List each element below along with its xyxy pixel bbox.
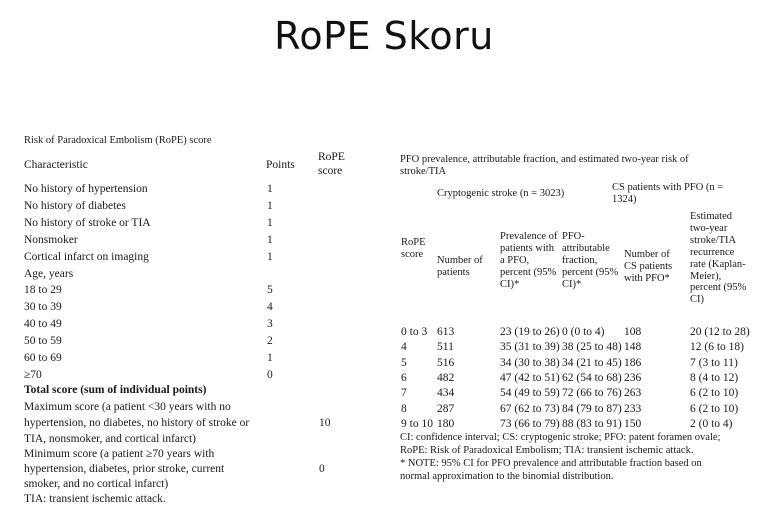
header-attributable-fraction-line: percent (95% bbox=[562, 267, 619, 278]
cell-prevalence: 73 (66 to 79) bbox=[500, 418, 560, 430]
note-line: CI: confidence interval; CS: cryptogenic stroke; PFO: patent foramen ovale; bbox=[400, 432, 721, 443]
characteristic-label: Age, years bbox=[24, 268, 74, 280]
points-value: 1 bbox=[267, 217, 273, 229]
points-value: 2 bbox=[267, 335, 273, 347]
cell-rope-score: 7 bbox=[401, 387, 407, 399]
header-rope-score: RoPE score bbox=[318, 151, 345, 177]
characteristic-label: 18 to 29 bbox=[24, 284, 62, 296]
table-caption: Risk of Paradoxical Embolism (RoPE) score bbox=[24, 135, 212, 146]
header-cs-with-pfo-line: Number of bbox=[624, 249, 670, 260]
characteristic-label: No history of hypertension bbox=[24, 183, 148, 195]
header-attributable-fraction-line: CI)* bbox=[562, 279, 582, 290]
header-recurrence-rate-line: rate (Kaplan- bbox=[690, 259, 746, 270]
cell-cs-with-pfo: 108 bbox=[624, 326, 642, 338]
cell-rope-score: 9 to 10 bbox=[401, 418, 433, 430]
slide-title: RoPE Skoru bbox=[274, 14, 494, 58]
characteristic-label: ≥70 bbox=[24, 369, 42, 381]
points-value: 0 bbox=[267, 369, 273, 381]
min-score-value: 0 bbox=[319, 463, 325, 475]
points-value: 1 bbox=[267, 352, 273, 364]
header-number-patients-line: patients bbox=[437, 267, 470, 278]
characteristic-label: 30 to 39 bbox=[24, 301, 62, 313]
right-caption-line2: stroke/TIA bbox=[400, 166, 447, 177]
cell-rope-score: 8 bbox=[401, 403, 407, 415]
cell-attributable-fraction: 34 (21 to 45) bbox=[562, 357, 622, 369]
points-value: 1 bbox=[267, 234, 273, 246]
group-cs-pfo-line1: CS patients with PFO (n = bbox=[612, 182, 724, 193]
left-footnote: TIA: transient ischemic attack. bbox=[24, 493, 166, 505]
header-prevalence-line: patients with bbox=[500, 243, 554, 254]
header-attributable-fraction-line: fraction, bbox=[562, 255, 598, 266]
cell-recurrence-rate: 7 (3 to 11) bbox=[690, 357, 738, 369]
header-recurrence-rate-line: CI) bbox=[690, 294, 704, 305]
cell-recurrence-rate: 8 (4 to 12) bbox=[690, 372, 739, 384]
cell-cs-with-pfo: 148 bbox=[624, 341, 642, 353]
right-caption-line1: PFO prevalence, attributable fraction, and estimated two-year risk of bbox=[400, 154, 689, 165]
characteristic-label: Cortical infarct on imaging bbox=[24, 251, 149, 263]
cell-recurrence-rate: 6 (2 to 10) bbox=[690, 403, 739, 415]
points-value: 5 bbox=[267, 284, 273, 296]
characteristic-label: 40 to 49 bbox=[24, 318, 62, 330]
characteristic-label: 60 to 69 bbox=[24, 352, 62, 364]
cell-attributable-fraction: 72 (66 to 76) bbox=[562, 387, 622, 399]
cell-number-patients: 511 bbox=[437, 341, 454, 353]
cell-rope-score: 5 bbox=[401, 357, 407, 369]
cell-rope-score: 4 bbox=[401, 341, 407, 353]
header-characteristic: Characteristic bbox=[24, 159, 88, 171]
header-points: Points bbox=[266, 159, 295, 171]
points-value: 1 bbox=[267, 200, 273, 212]
cell-cs-with-pfo: 186 bbox=[624, 357, 642, 369]
cell-prevalence: 34 (30 to 38) bbox=[500, 357, 560, 369]
header-number-patients-line: Number of bbox=[437, 255, 483, 266]
note-line: RoPE: Risk of Paradoxical Embolism; TIA: transient ischemic attack. bbox=[400, 445, 694, 456]
points-value: 1 bbox=[267, 251, 273, 263]
characteristic-label: No history of stroke or TIA bbox=[24, 217, 151, 229]
header-recurrence-rate-line: recurrence bbox=[690, 247, 735, 258]
min-score-line3: smoker, and no cortical infarct) bbox=[24, 478, 169, 490]
characteristic-label: No history of diabetes bbox=[24, 200, 126, 212]
header-recurrence-rate-line: Meier), bbox=[690, 271, 722, 282]
header-rope-score-line: RoPE bbox=[401, 237, 426, 248]
header-recurrence-rate-line: stroke/TIA bbox=[690, 235, 737, 246]
cell-recurrence-rate: 20 (12 to 28) bbox=[690, 326, 750, 338]
cell-cs-with-pfo: 236 bbox=[624, 372, 642, 384]
cell-cs-with-pfo: 150 bbox=[624, 418, 642, 430]
header-prevalence-line: CI)* bbox=[500, 279, 520, 290]
group-cs-pfo-line2: 1324) bbox=[612, 194, 637, 205]
points-value: 1 bbox=[267, 183, 273, 195]
points-value: 4 bbox=[267, 301, 273, 313]
cell-rope-score: 6 bbox=[401, 372, 407, 384]
header-recurrence-rate-line: percent (95% bbox=[690, 282, 747, 293]
cell-prevalence: 54 (49 to 59) bbox=[500, 387, 560, 399]
max-score-line2: hypertension, no diabetes, no history of stroke or bbox=[24, 417, 250, 429]
characteristic-label: Nonsmoker bbox=[24, 234, 78, 246]
cell-cs-with-pfo: 233 bbox=[624, 403, 642, 415]
cell-attributable-fraction: 62 (54 to 68) bbox=[562, 372, 622, 384]
cell-number-patients: 482 bbox=[437, 372, 455, 384]
group-cryptogenic-stroke: Cryptogenic stroke (n = 3023) bbox=[437, 188, 565, 199]
cell-rope-score: 0 to 3 bbox=[401, 326, 428, 338]
min-score-line1: Minimum score (a patient ≥70 years with bbox=[24, 448, 215, 460]
note-line: * NOTE: 95% CI for PFO prevalence and attributable fraction based on bbox=[400, 458, 702, 469]
note-line: normal approximation to the binomial distribution. bbox=[400, 471, 614, 482]
header-recurrence-rate-line: two-year bbox=[690, 223, 728, 234]
max-score-value: 10 bbox=[319, 417, 331, 429]
cell-attributable-fraction: 88 (83 to 91) bbox=[562, 418, 622, 430]
cell-prevalence: 23 (19 to 26) bbox=[500, 326, 560, 338]
cell-number-patients: 287 bbox=[437, 403, 455, 415]
header-prevalence-line: percent (95% bbox=[500, 267, 557, 278]
header-prevalence-line: Prevalence of bbox=[500, 231, 558, 242]
cell-number-patients: 434 bbox=[437, 387, 455, 399]
cell-number-patients: 613 bbox=[437, 326, 455, 338]
cell-prevalence: 35 (31 to 39) bbox=[500, 341, 560, 353]
cell-prevalence: 67 (62 to 73) bbox=[500, 403, 560, 415]
max-score-line1: Maximum score (a patient <30 years with no bbox=[24, 401, 231, 413]
min-score-line2: hypertension, diabetes, prior stroke, current bbox=[24, 463, 225, 475]
cell-cs-with-pfo: 263 bbox=[624, 387, 642, 399]
cell-recurrence-rate: 12 (6 to 18) bbox=[690, 341, 744, 353]
cell-number-patients: 180 bbox=[437, 418, 455, 430]
header-attributable-fraction-line: PFO- bbox=[562, 231, 585, 242]
characteristic-label: 50 to 59 bbox=[24, 335, 62, 347]
cell-attributable-fraction: 38 (25 to 48) bbox=[562, 341, 622, 353]
total-score-label: Total score (sum of individual points) bbox=[24, 384, 207, 396]
header-cs-with-pfo-line: with PFO* bbox=[624, 273, 670, 284]
header-cs-with-pfo-line: CS patients bbox=[624, 261, 673, 272]
cell-recurrence-rate: 2 (0 to 4) bbox=[690, 418, 733, 430]
cell-prevalence: 47 (42 to 51) bbox=[500, 372, 560, 384]
cell-number-patients: 516 bbox=[437, 357, 455, 369]
header-rope-score-line: score bbox=[401, 249, 424, 260]
header-recurrence-rate-line: Estimated bbox=[690, 211, 732, 222]
cell-attributable-fraction: 84 (79 to 87) bbox=[562, 403, 622, 415]
header-prevalence-line: a PFO, bbox=[500, 255, 530, 266]
cell-recurrence-rate: 6 (2 to 10) bbox=[690, 387, 739, 399]
points-value: 3 bbox=[267, 318, 273, 330]
cell-attributable-fraction: 0 (0 to 4) bbox=[562, 326, 605, 338]
header-attributable-fraction-line: attributable bbox=[562, 243, 610, 254]
max-score-line3: TIA, nonsmoker, and cortical infarct) bbox=[24, 433, 196, 445]
